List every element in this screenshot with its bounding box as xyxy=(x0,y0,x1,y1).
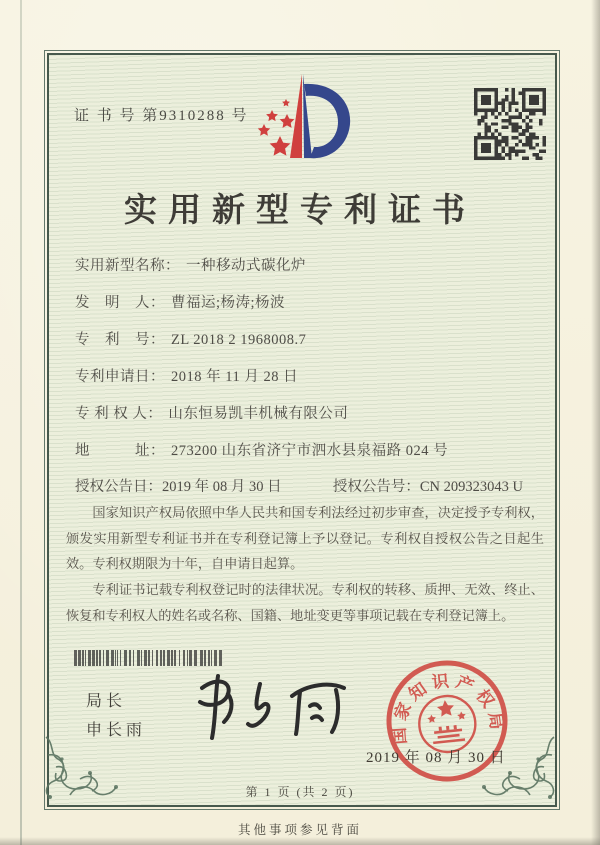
field-address: 地 址： 273200 山东省济宁市泗水县泉福路 024 号 xyxy=(75,443,449,459)
qr-code xyxy=(474,88,546,160)
scan-edge-bottom xyxy=(0,837,600,845)
field-utility-model-name: 实用新型名称： 一种移动式碳化炉 xyxy=(75,258,306,274)
officer-name: 申长雨 xyxy=(86,721,147,739)
field-patentee: 专 利 权 人： 山东恒易凯丰机械有限公司 xyxy=(75,406,349,422)
scan-fold-line xyxy=(20,0,22,845)
legal-text xyxy=(66,500,544,629)
page-title: 实用新型专利证书 xyxy=(124,193,476,229)
field-patent-number: 专 利 号： ZL 2018 2 1968008.7 xyxy=(75,332,307,348)
field-application-date: 专利申请日： 2018 年 11 月 28 日 xyxy=(75,369,299,385)
seal-date: 2019 年 08 月 30 日 xyxy=(366,750,506,766)
official-seal xyxy=(378,652,516,790)
officer-title: 局长 xyxy=(86,693,127,710)
certificate-number: 证 书 号 第9310288 号 xyxy=(74,108,249,124)
grant-number: 授权公告号：CN 209323043 U xyxy=(332,479,523,495)
legal-paragraph-2: 专利证书记载专利权登记时的法律状况。专利权的转移、质押、无效、终止、恢复和专利权人的姓名或名称、国籍、地址变更等事项记载在专利登记簿上。 xyxy=(66,582,544,623)
grant-date: 授权公告日：2019 年 08 月 30 日 xyxy=(75,479,282,495)
legal-paragraph-1: 国家知识产权局依照中华人民共和国专利法经过初步审查，决定授予专利权，颁发实用新型专利证书并在专利登记簿上予以登记。专利权自授权公告之日起生效。专利权期限为十年，自申请日起算。 xyxy=(66,505,544,572)
field-inventors: 发 明 人： 曹福运;杨涛;杨波 xyxy=(75,295,286,311)
field-grant-row xyxy=(75,475,523,496)
seal-text: 国家知识产权局 xyxy=(389,671,507,746)
cnipa-logo-icon xyxy=(242,68,360,172)
officer-signature xyxy=(188,662,356,750)
page-number: 第 1 页 (共 2 页) xyxy=(245,785,355,799)
officer-block xyxy=(86,688,146,746)
scan-edge-right xyxy=(591,0,600,845)
back-side-note: 其他事项参见背面 xyxy=(237,823,362,837)
